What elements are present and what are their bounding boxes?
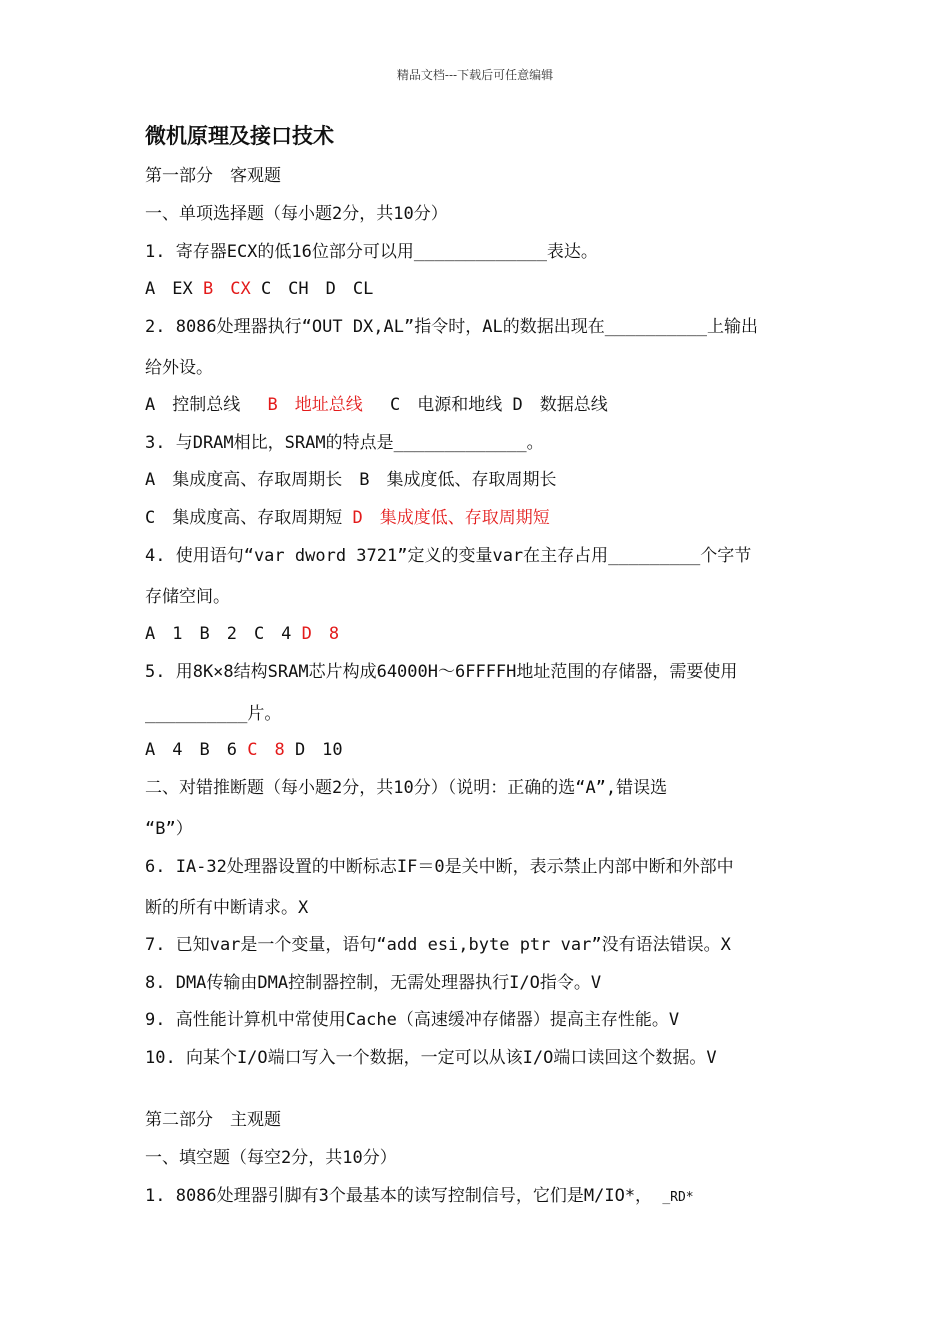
q1-option-a: A EX — [145, 279, 193, 299]
part1-heading: 第一部分 客观题 — [145, 166, 281, 186]
q3-options-cd — [145, 506, 550, 530]
part2-q1-body: 1. 8086处理器引脚有3个最基本的读写控制信号，它们是M/IO*， — [145, 1186, 653, 1206]
q4-options — [145, 622, 339, 646]
part2-q1-text — [145, 1184, 694, 1210]
q5-option-ab: A 4 B 6 — [145, 740, 237, 760]
q7-text: 7. 已知var是一个变量，语句“add esi,byte ptr var”没有语法错误。X — [145, 935, 731, 955]
q10-text: 10. 向某个I/O端口写入一个数据，一定可以从该I/O端口读回这个数据。V — [145, 1048, 717, 1068]
q5-option-c-answer: C 8 — [247, 740, 285, 760]
document-title: 微机原理及接口技术 — [145, 124, 334, 148]
q3-option-d-answer: D 集成度低、存取周期短 — [352, 508, 550, 528]
q2-line1: 2. 8086处理器执行“OUT DX,AL”指令时，AL的数据出现在__________上输出 — [145, 317, 759, 337]
q5-options — [145, 738, 343, 762]
q8-text: 8. DMA传输由DMA控制器控制，无需处理器执行I/O指令。V — [145, 973, 602, 993]
q1-options — [145, 277, 373, 301]
q4-line1: 4. 使用语句“var dword 3721”定义的变量var在主存占用_________个字节 — [145, 546, 752, 566]
q6-line2: 断的所有中断请求。X — [145, 898, 309, 918]
q3-option-c: C 集成度高、存取周期短 — [145, 508, 343, 528]
page-header: 精品文档---下载后可任意编辑 — [396, 68, 554, 82]
q1-option-b-answer: B CX — [202, 279, 251, 299]
q2-options — [145, 393, 608, 417]
q2-option-b-answer: B 地址总线 — [267, 395, 363, 415]
part2-heading: 第二部分 主观题 — [145, 1110, 281, 1130]
q3-text: 3. 与DRAM相比，SRAM的特点是_____________。 — [145, 433, 544, 453]
q6-line1: 6. IA-32处理器设置的中断标志IF＝0是关中断，表示禁止内部中断和外部中 — [145, 857, 734, 877]
single-choice-heading: 一、单项选择题（每小题2分，共10分） — [145, 204, 448, 224]
part2-q1-tail: _RD* — [662, 1190, 694, 1205]
tf-heading-line2: “B”） — [145, 819, 193, 839]
q4-option-d-answer: D 8 — [301, 624, 340, 644]
q9-text: 9. 高性能计算机中常使用Cache（高速缓冲存储器）提高主存性能。V — [145, 1010, 680, 1030]
q4-option-abc: A 1 B 2 C 4 — [145, 624, 292, 644]
fill-heading: 一、填空题（每空2分，共10分） — [145, 1148, 397, 1168]
q5-line2: __________片。 — [145, 704, 282, 724]
q2-option-a: A 控制总线 — [145, 395, 241, 415]
q2-line2: 给外设。 — [145, 358, 213, 378]
q5-line1: 5. 用8K×8结构SRAM芯片构成64000H～6FFFFH地址范围的存储器，需要使用 — [145, 662, 738, 682]
q5-option-d: D 10 — [294, 740, 343, 760]
q3-options-ab: A 集成度高、存取周期长 B 集成度低、存取周期长 — [145, 470, 557, 490]
q4-line2: 存储空间。 — [145, 587, 230, 607]
q1-option-cd: C CH D CL — [260, 279, 374, 299]
q1-text: 1. 寄存器ECX的低16位部分可以用_____________表达。 — [145, 242, 598, 262]
tf-heading-line1: 二、对错推断题（每小题2分，共10分）（说明：正确的选“A”,错误选 — [145, 778, 668, 798]
q2-option-cd: C 电源和地线 D 数据总线 — [390, 395, 608, 415]
